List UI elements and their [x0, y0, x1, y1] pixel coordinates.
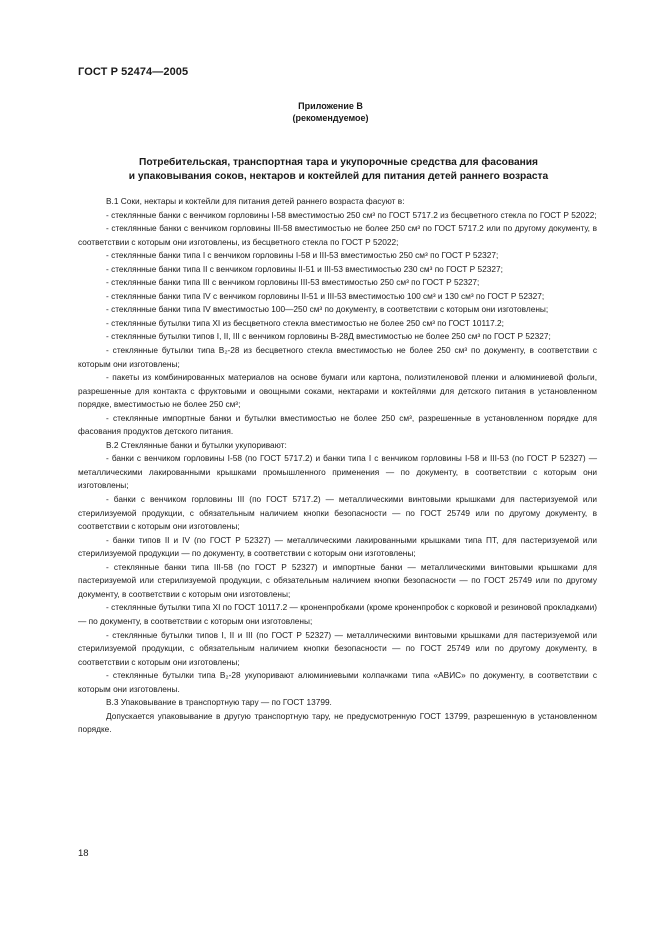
annex-status: (рекомендуемое): [292, 113, 369, 123]
list-item: - стеклянные банки с венчиком горловины III-58 вместимостью не более 250 см³ по ГОСТ 5717.2 или по другому документу, в соответствии с которым они изготовлены, из бесцветного стекла по ГОСТ Р 52022;: [78, 223, 597, 247]
paragraph-b2-intro: В.2 Стеклянные банки и бутылки укупоривают:: [106, 439, 287, 450]
list-item: - стеклянные банки типа IV вместимостью 100—250 см³ по документу, в соответствии с которым они изготовлены;: [106, 304, 549, 315]
list-item: - банки с венчиком горловины III (по ГОСТ 5717.2) — металлическими винтовыми крышками для пастеризуемой или стерилизуемой продукции, с обязательным наличием кнопки безопасности — по ГОСТ 25749 или по другому документу, в соответствии с которым они изготовлены;: [78, 494, 597, 532]
section-title-line-1: Потребительская, транспортная тара и укупорочные средства для фасования: [139, 157, 538, 168]
list-item: - стеклянные бутылки типа XI по ГОСТ 10117.2 — кроненпробками (кроме кроненпробок с корковой и резиновой прокладками) — по документу, в соответствии с которым они изготовлены;: [78, 602, 597, 626]
list-item: - пакеты из комбинированных материалов на основе бумаги или картона, полиэтиленовой пленки и алюминиевой фольги, разрешенные для контакта с фруктовыми и овощными соками, нектарами и коктейлями для детского питания в установленном порядке, вместимостью не более 250 см³;: [78, 372, 597, 410]
list-item: - стеклянные бутылки типа XI из бесцветного стекла вместимостью не более 250 см³ по ГОСТ 10117.2;: [106, 317, 504, 328]
annex-name: Приложение В: [298, 101, 363, 111]
paragraph-b3: В.3 Упаковывание в транспортную тару — по ГОСТ 13799.: [106, 697, 332, 708]
list-item: - стеклянные банки типа IV с венчиком горловины II-51 и III-53 вместимостью 100 см³ и 130 см³ по ГОСТ Р 52327;: [106, 290, 545, 301]
list-item: - стеклянные импортные банки и бутылки вместимостью не более 250 см³, разрешенные в установленном порядке для фасования продуктов детского питания.: [78, 412, 597, 437]
list-item: - банки типов II и IV (по ГОСТ Р 52327) — металлическими лакированными крышками типа ПТ, для пастеризуемой или стерилизуемой продукции — по документу, в соответствии с которым они изготовлены;: [78, 534, 597, 559]
list-item: - стеклянные банки с венчиком горловины I-58 вместимостью 250 см³ по ГОСТ 5717.2 из бесцветного стекла по ГОСТ Р 52022;: [106, 209, 597, 220]
page-number: 18: [78, 848, 89, 859]
body-text: [78, 195, 597, 737]
list-item: - стеклянные бутылки типов I, II и III (по ГОСТ Р 52327) — металлическими винтовыми крышками для пастеризуемой или стерилизуемой продукции, с обязательным наличием кнопки безопасности — по ГОСТ 25749 или по другому документу, в соответствии с которым они изготовлены;: [78, 629, 597, 667]
list-item: - стеклянные бутылки типа В₂-28 из бесцветного стекла вместимостью не более 250 см³ по документу, в соответствии с которым они изготовлены;: [78, 345, 597, 369]
list-item: - стеклянные бутылки типов I, II, III с венчиком горловины В-28Д вместимостью не более 250 см³ по ГОСТ Р 52327;: [106, 331, 551, 342]
list-item: - стеклянные банки типа I с венчиком горловины I-58 и III-53 вместимостью 250 см³ по ГОСТ Р 52327;: [106, 250, 499, 261]
list-item: - стеклянные банки типа III с венчиком горловины III-53 вместимостью 250 см³ по ГОСТ Р 52327;: [106, 277, 480, 288]
list-item: - стеклянные бутылки типа В₂-28 укупоривают алюминиевыми колпачками типа «АВИС» по документу, в соответствии с которым они изготовлены.: [78, 670, 597, 694]
paragraph-b3-note: Допускается упаковывание в другую транспортную тару, не предусмотренную ГОСТ 13799, разрешенную в установленном порядке.: [78, 710, 597, 735]
section-title-line-2: и упаковывания соков, нектаров и коктейлей для питания детей раннего возраста: [128, 171, 549, 182]
document-code: ГОСТ Р 52474—2005: [78, 66, 189, 78]
list-item: - стеклянные банки типа III-58 (по ГОСТ Р 52327) и импортные банки — металлическими винтовыми крышками для пастеризуемой или стерилизуемой продукции, с обязательным наличием кнопки безопасности — по ГОСТ 25749 или по другому документу, в соответствии с которым они изготовлены;: [78, 561, 597, 599]
list-item: - стеклянные банки типа II с венчиком горловины II-51 и III-53 вместимостью 230 см³ по ГОСТ Р 52327;: [106, 263, 503, 274]
section-title: [70, 156, 607, 184]
annex-heading: [0, 100, 661, 124]
paragraph-b1-intro: В.1 Соки, нектары и коктейли для питания детей раннего возраста фасуют в:: [106, 196, 405, 206]
list-item: - банки с венчиком горловины I-58 (по ГОСТ 5717.2) и банки типа I с венчиком горловины I-58 и III-53 (по ГОСТ Р 52327) — металлическими лакированными крышками промышленного применения — по документу, в соответствии с которым они изготовлены;: [78, 453, 597, 491]
